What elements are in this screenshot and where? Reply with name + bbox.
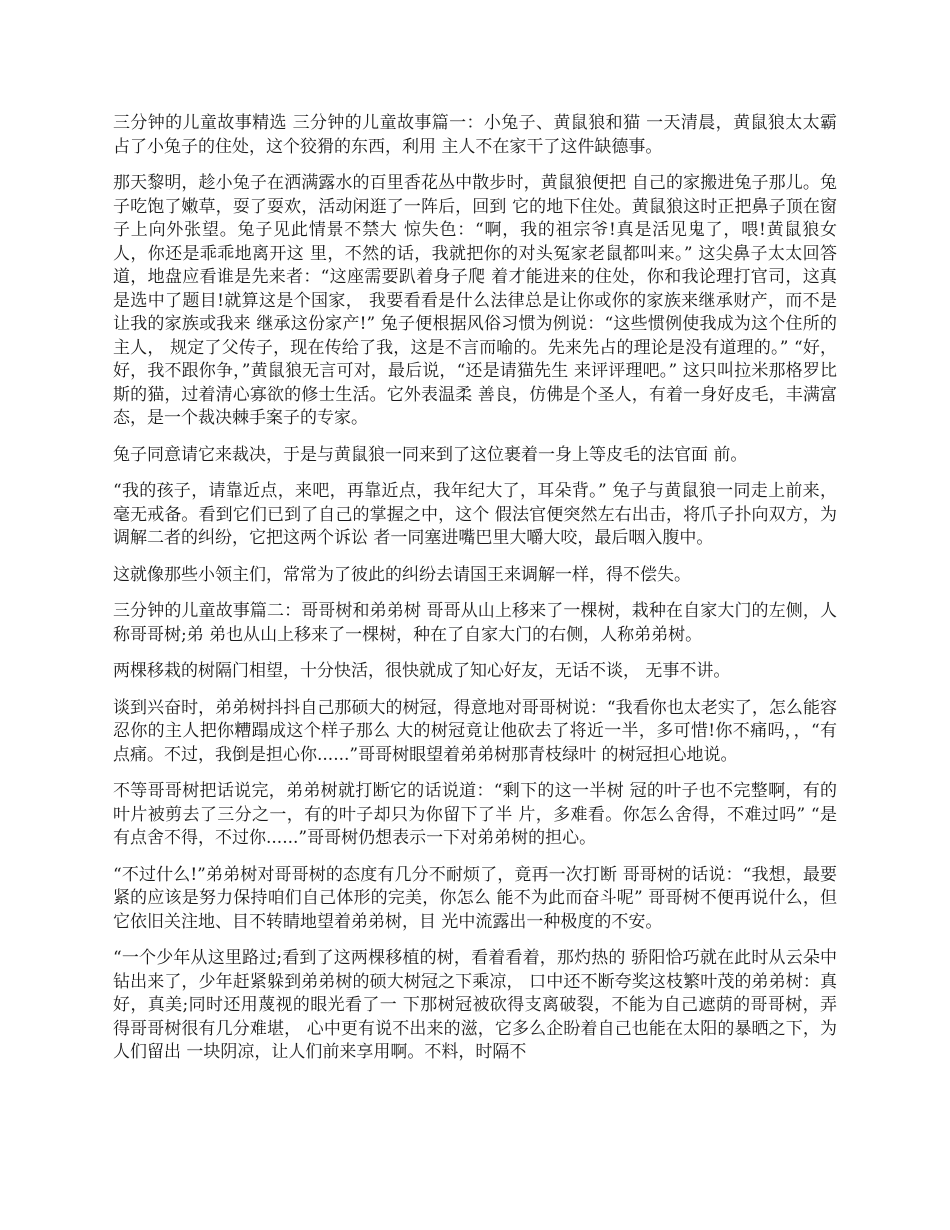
paragraph-interrupt: 不等哥哥树把话说完，弟弟树就打断它的话说道：“剩下的这一半树 冠的叶子也不完整啊，有的叶片被剪去了三分之一，有的叶子却只为你留下了半 片，多难看。你怎么舍得，不难过吗” “是有点舍不得，不过你......”哥哥树仍想表示一下对弟弟树的担心。 [113,781,837,848]
document-body [113,112,837,1078]
paragraph-dawn: 那天黎明，趁小兔子在洒满露水的百里香花丛中散步时，黄鼠狼便把 自己的家搬进兔子那儿。兔子吃饱了嫩草，耍了耍欢，活动闲逛了一阵后，回到 它的地下住处。黄鼠狼这时正把鼻子顶在窗子上向外张望。兔子见此情景不禁大 惊失色：“啊，我的祖宗爷!真是活见鬼了，喂!黄鼠狼女人，你还是乖乖地离开这 里，不然的话，我就把你的对头冤家老鼠都叫来。” 这尖鼻子太太回答道，地盘应看谁是先来者：“这座需要趴着身子爬 着才能进来的住处，你和我论理打官司，这真是选中了题目!就算这是个国家， 我要看看是什么法律总是让你或你的家族来继承财产，而不是让我的家族或我来 继承这份家产!” 兔子便根据风俗习惯为例说：“这些惯例使我成为这个住所的主人， 规定了父传子，现在传给了我，这是不言而喻的。先来先占的理论是没有道理的。” “好，好，我不跟你争，”黄鼠狼无言可对，最后说，“还是请猫先生 来评评理吧。” 这只叫拉米那格罗比斯的猫，过着清心寡欲的修士生活。它外表温柔 善良，仿佛是个圣人，有着一身好皮毛，丰满富态，是一个裁决棘手案子的专家。 [113,173,837,428]
paragraph-story-two: 三分钟的儿童故事篇二：哥哥树和弟弟树 哥哥从山上移来了一棵树，栽种在自家大门的左侧，人称哥哥树;弟 弟也从山上移来了一棵树，种在了自家大门的右侧，人称弟弟树。 [113,601,837,645]
paragraph-moral: 这就像那些小领主们，常常为了彼此的纠纷去请国王来调解一样，得不偿失。 [113,564,691,585]
paragraph-boast: 谈到兴奋时，弟弟树抖抖自己那硕大的树冠，得意地对哥哥树说：“我看你也太老实了，怎么能容忍你的主人把你糟蹋成这个样子那么 大的树冠竟让他砍去了将近一半，多可惜!你不痛吗，，“有点痛。不过，我倒是担心你......”哥哥树眼望着弟弟树那青枝绿叶 的树冠担心地说。 [113,697,837,765]
paragraph-friends: 两棵移栽的树隔门相望，十分快活，很快就成了知心好友，无话不谈， 无事不讲。 [113,661,731,681]
paragraph-cat: “我的孩子，请靠近点，来吧，再靠近点，我年纪大了，耳朵背。” 兔子与黄鼠狼一同走上前来，毫无戒备。看到它们已到了自己的掌握之中，这个 假法官便突然左右出击，将爪子扑向双方，为调解二者的纠纷，它把这两个诉讼 者一同塞进嘴巴里大嚼大咬，最后咽入腹中。 [113,481,837,548]
paragraph-judge: 兔子同意请它来裁决，于是与黄鼠狼一同来到了这位裹着一身上等皮毛的法官面 前。 [113,444,748,465]
paragraph-impatient: “不过什么!”弟弟树对哥哥树的态度有几分不耐烦了，竟再一次打断 哥哥树的话说：“我想，最要紧的应该是努力保持咱们自己体形的完美，你怎么 能不为此而奋斗呢” 哥哥树不便再说什么，但它依旧关注地、目不转睛地望着弟弟树，目 光中流露出一种极度的不安。 [113,864,837,932]
paragraph-intro: 三分钟的儿童故事精选 三分钟的儿童故事篇一：小兔子、黄鼠狼和猫 一天清晨，黄鼠狼太太霸占了小兔子的住处，这个狡猾的东西，利用 主人不在家干了这件缺德事。 [113,113,837,157]
paragraph-youth: “一个少年从这里路过;看到了这两棵移植的树，看着看着，那灼热的 骄阳恰巧就在此时从云朵中钻出来了，少年赶紧躲到弟弟树的硕大树冠之下乘凉， 口中还不断夸奖这枝繁叶茂的弟弟树：真好，真美;同时还用蔑视的眼光看了一 下那树冠被砍得支离破裂，不能为自己遮荫的哥哥树，弄得哥哥树很有几分难堪， 心中更有说不出来的滋，它多么企盼着自己也能在太阳的暴晒之下，为人们留出 一块阴凉，让人们前来享用啊。不料，时隔不 [113,948,837,1062]
